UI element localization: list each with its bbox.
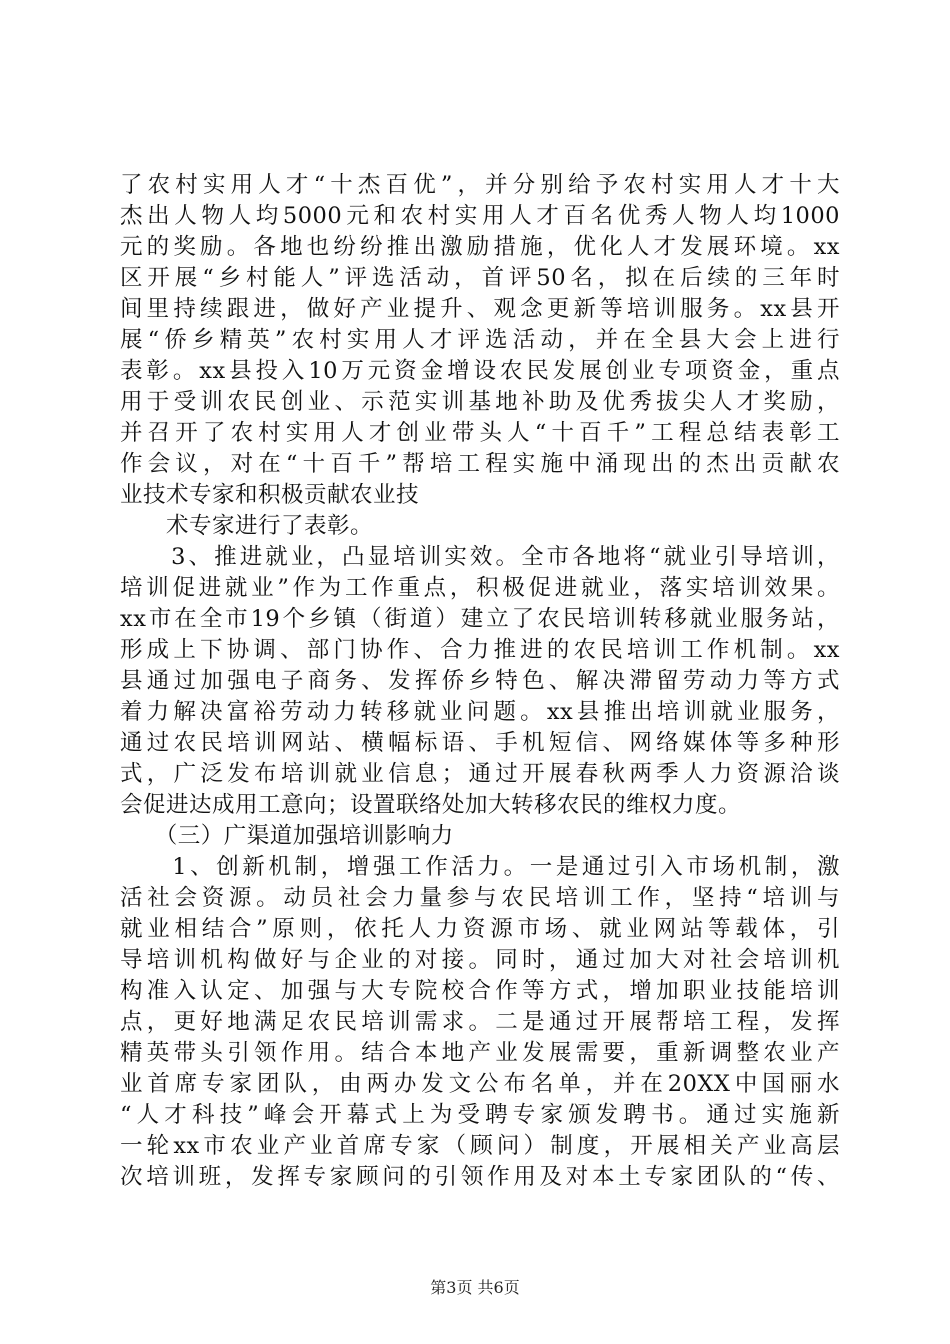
text-line: 区开展“乡村能人”评选活动，首评50名，拟在后续的三年时 bbox=[120, 265, 840, 291]
text-line: 表彰。xx县投入10万元资金增设农民发展创业专项资金，重点 bbox=[120, 358, 840, 384]
page-number: 第3页 共6页 bbox=[430, 1278, 520, 1297]
text-line: 通过农民培训网站、横幅标语、手机短信、网络媒体等多种形 bbox=[120, 730, 840, 756]
text-line: 就业相结合”原则，依托人力资源市场、就业网站等载体，引 bbox=[120, 916, 840, 942]
text-line: 培训促进就业”作为工作重点，积极促进就业，落实培训效果。 bbox=[120, 575, 840, 601]
text-line: 一轮xx市农业产业首席专家（顾问）制度，开展相关产业高层 bbox=[120, 1133, 840, 1159]
text-line: 导培训机构做好与企业的对接。同时，通过加大对社会培训机 bbox=[120, 947, 840, 973]
text-line: 用于受训农民创业、示范实训基地补助及优秀拔尖人才奖励， bbox=[120, 389, 840, 415]
text-line: 术专家进行了表彰。 bbox=[120, 513, 374, 539]
text-line: 了农村实用人才“十杰百优”，并分别给予农村实用人才十大 bbox=[120, 172, 840, 198]
text-line: 3、推进就业，凸显培训实效。全市各地将“就业引导培训， bbox=[120, 544, 840, 570]
text-line: 形成上下协调、部门协作、合力推进的农民培训工作机制。xx bbox=[120, 637, 840, 663]
text-line: 次培训班，发挥专家顾问的引领作用及对本土专家团队的“传、 bbox=[120, 1164, 840, 1190]
text-line: 构准入认定、加强与大专院校合作等方式，增加职业技能培训 bbox=[120, 978, 840, 1004]
text-line: 元的奖励。各地也纷纷推出激励措施，优化人才发展环境。xx bbox=[120, 234, 840, 260]
page-footer bbox=[0, 1275, 950, 1298]
text-line: 作会议，对在“十百千”帮培工程实施中涌现出的杰出贡献农 bbox=[120, 451, 840, 477]
text-line: 活社会资源。动员社会力量参与农民培训工作，坚持“培训与 bbox=[120, 885, 840, 911]
text-line: 1、创新机制，增强工作活力。一是通过引入市场机制，激 bbox=[120, 854, 840, 880]
text-line: 点，更好地满足农民培训需求。二是通过开展帮培工程，发挥 bbox=[120, 1009, 840, 1035]
section-heading: （三）广渠道加强培训影响力 bbox=[120, 823, 454, 849]
text-line: 杰出人物人均5000元和农村实用人才百名优秀人物人均1000 bbox=[120, 203, 840, 229]
text-line: 展“侨乡精英”农村实用人才评选活动，并在全县大会上进行 bbox=[120, 327, 840, 353]
text-line: xx市在全市19个乡镇（街道）建立了农民培训转移就业服务站， bbox=[120, 606, 840, 632]
text-line: 着力解决富裕劳动力转移就业问题。xx县推出培训就业服务， bbox=[120, 699, 840, 725]
text-line: 会促进达成用工意向；设置联络处加大转移农民的维权力度。 bbox=[120, 792, 742, 818]
text-line: 县通过加强电子商务、发挥侨乡特色、解决滞留劳动力等方式 bbox=[120, 668, 840, 694]
text-line: 精英带头引领作用。结合本地产业发展需要，重新调整农业产 bbox=[120, 1040, 840, 1066]
text-line: 并召开了农村实用人才创业带头人“十百千”工程总结表彰工 bbox=[120, 420, 840, 446]
body-text bbox=[120, 170, 840, 1193]
text-line: 间里持续跟进，做好产业提升、观念更新等培训服务。xx县开 bbox=[120, 296, 840, 322]
text-line: 业首席专家团队，由两办发文公布名单，并在20XX中国丽水 bbox=[120, 1071, 840, 1097]
text-line: 业技术专家和积极贡献农业技 bbox=[120, 482, 420, 508]
text-line: “人才科技”峰会开幕式上为受聘专家颁发聘书。通过实施新 bbox=[120, 1102, 840, 1128]
text-line: 式，广泛发布培训就业信息；通过开展春秋两季人力资源洽谈 bbox=[120, 761, 840, 787]
